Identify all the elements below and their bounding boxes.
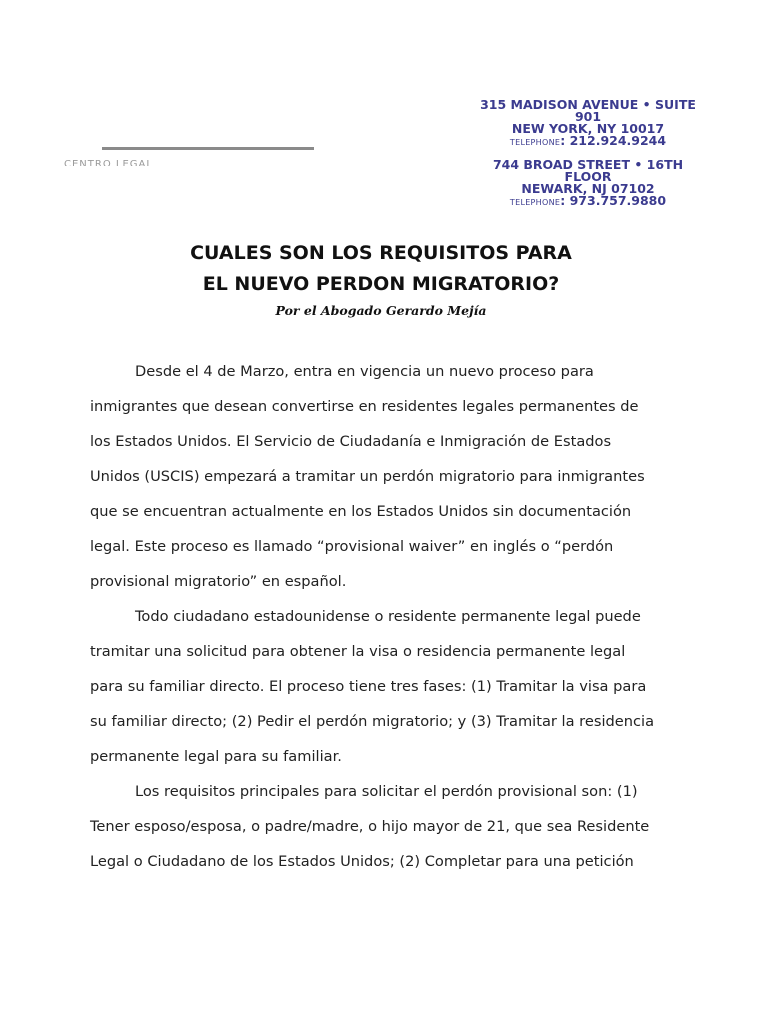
article-byline: Por el Abogado Gerardo Mejía xyxy=(275,303,487,318)
logo-text: CENTRO LEGAL xyxy=(64,159,153,166)
title-line-1: CUALES SON LOS REQUISITOS PARA xyxy=(190,242,572,264)
office-telephone-row: TELEPHONE: 212.924.9244 xyxy=(509,133,667,148)
logo-line xyxy=(102,147,314,150)
office-city: NEW YORK, NY 10017 xyxy=(511,121,665,136)
office-address-newark xyxy=(470,159,706,209)
body-line: permanente legal para su familiar. xyxy=(90,748,342,765)
office-address-new-york xyxy=(470,99,706,149)
body-line: legal. Este proceso es llamado “provisional waiver” en inglés o “perdón xyxy=(90,538,614,555)
office-telephone-row: TELEPHONE: 973.757.9880 xyxy=(509,193,667,208)
body-line: Los requisitos principales para solicitar el perdón provisional son: (1) xyxy=(135,783,638,800)
telephone-number: 212.924.9244 xyxy=(569,133,667,148)
telephone-label: TELEPHONE xyxy=(509,138,561,147)
body-line: para su familiar directo. El proceso tiene tres fases: (1) Tramitar la visa para xyxy=(90,678,647,695)
telephone-label: TELEPHONE xyxy=(509,198,561,207)
body-line: Todo ciudadano estadounidense o residente permanente legal puede xyxy=(135,608,641,625)
body-line: los Estados Unidos. El Servicio de Ciudadanía e Inmigración de Estados xyxy=(90,433,612,450)
body-line: provisional migratorio” en español. xyxy=(90,573,347,590)
office-city: NEWARK, NJ 07102 xyxy=(521,181,655,196)
body-line: Unidos (USCIS) empezará a tramitar un perdón migratorio para inmigrantes xyxy=(90,468,645,485)
body-line: tramitar una solicitud para obtener la visa o residencia permanente legal xyxy=(90,643,626,660)
body-line: que se encuentran actualmente en los Estados Unidos sin documentación xyxy=(90,503,632,520)
body-line: Legal o Ciudadano de los Estados Unidos; (2) Completar para una petición xyxy=(90,853,634,870)
office-street: 744 BROAD STREET • 16TH FLOOR xyxy=(492,157,684,184)
body-line: Desde el 4 de Marzo, entra en vigencia un nuevo proceso para xyxy=(135,363,594,380)
title-line-2: EL NUEVO PERDON MIGRATORIO? xyxy=(202,273,560,295)
article-title xyxy=(84,238,678,300)
article-body xyxy=(90,354,690,879)
body-line: Tener esposo/esposa, o padre/madre, o hijo mayor de 21, que sea Residente xyxy=(90,818,650,835)
office-street: 315 MADISON AVENUE • SUITE 901 xyxy=(480,97,696,124)
telephone-number: 973.757.9880 xyxy=(569,193,667,208)
body-line: inmigrantes que desean convertirse en residentes legales permanentes de xyxy=(90,398,639,415)
body-line: su familiar directo; (2) Pedir el perdón migratorio; y (3) Tramitar la residencia xyxy=(90,713,655,730)
